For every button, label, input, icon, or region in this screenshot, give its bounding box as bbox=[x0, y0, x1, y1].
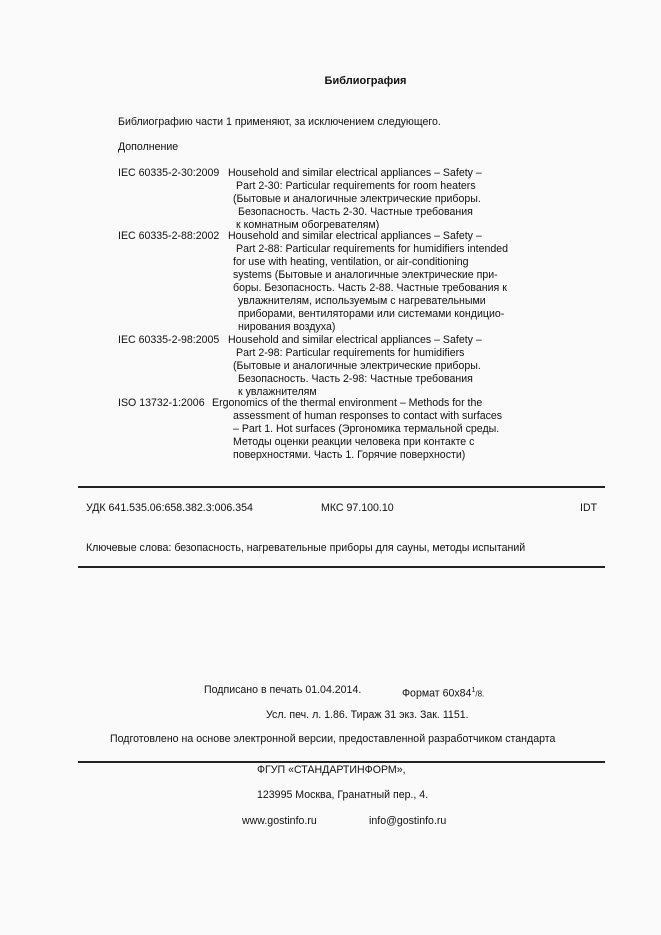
reference-line: Методы оценки реакции человека при контакте с bbox=[233, 436, 475, 448]
reference-line: нирования воздуха) bbox=[238, 321, 336, 333]
reference-line: – Part 1. Hot surfaces (Эргономика термальной среды. bbox=[233, 423, 500, 435]
format-sub: /8. bbox=[475, 689, 485, 699]
reference-code: IEC 60335-2-88:2002 bbox=[118, 230, 220, 242]
reference-line: Part 2-30: Particular requirements for room heaters bbox=[236, 180, 476, 192]
reference-line: Безопасность. Часть 2-98: Частные требования bbox=[238, 373, 473, 385]
reference-line: приборами, вентиляторами или системами кондицио- bbox=[238, 308, 505, 320]
reference-line: поверхностями. Часть 1. Горячие поверхности) bbox=[233, 449, 466, 461]
reference-title: Ergonomics of the thermal environment – Methods for the bbox=[212, 397, 483, 409]
publisher-address: 123995 Москва, Гранатный пер., 4. bbox=[257, 789, 429, 801]
bottom-divider bbox=[78, 566, 605, 568]
publisher-name: ФГУП «СТАНДАРТИНФОРМ», bbox=[257, 764, 406, 776]
supplement-label: Дополнение bbox=[118, 141, 179, 153]
reference-line: systems (Бытовые и аналогичные электрические при- bbox=[233, 269, 498, 281]
sheets-info: Усл. печ. л. 1.86. Тираж 31 экз. Зак. 1151. bbox=[266, 709, 469, 721]
reference-code: IEC 60335-2-98:2005 bbox=[118, 334, 220, 346]
imprint-divider bbox=[78, 761, 605, 763]
reference-line: увлажнителям, используемым с нагревательными bbox=[238, 295, 486, 307]
reference-line: (Бытовые и аналогичные электрические приборы. bbox=[233, 193, 481, 205]
reference-line: к комнатным обогревателям) bbox=[236, 219, 380, 231]
prepared-note: Подготовлено на основе электронной версии, предоставленной разработчиком стандарта bbox=[110, 733, 556, 745]
reference-code: ISO 13732-1:2006 bbox=[118, 397, 205, 409]
reference-line: к увлажнителям bbox=[238, 386, 317, 398]
top-divider bbox=[78, 486, 605, 488]
reference-line: боры. Безопасность. Часть 2-88. Частные требования к bbox=[233, 282, 507, 294]
idt-label: IDT bbox=[580, 502, 598, 514]
reference-code: IEC 60335-2-30:2009 bbox=[118, 167, 220, 179]
reference-title: Household and similar electrical appliances – Safety – bbox=[228, 230, 482, 242]
reference-line: (Бытовые и аналогичные электрические приборы. bbox=[233, 360, 481, 372]
signed-date: Подписано в печать 01.04.2014. bbox=[204, 684, 362, 696]
format-info bbox=[402, 684, 484, 701]
format-sup: 1 bbox=[471, 687, 476, 694]
reference-line: Безопасность. Часть 2-30. Частные требования bbox=[238, 206, 473, 218]
reference-line: for use with heating, ventilation, or air-conditioning bbox=[233, 256, 469, 268]
reference-title: Household and similar electrical appliances – Safety – bbox=[228, 334, 482, 346]
udk-code: УДК 641.535.06:658.382.3:006.354 bbox=[86, 502, 253, 514]
format-label: Формат 60x84 bbox=[402, 687, 472, 700]
reference-line: assessment of human responses to contact with surfaces bbox=[233, 410, 503, 422]
keywords: Ключевые слова: безопасность, нагревательные приборы для сауны, методы испытаний bbox=[86, 542, 526, 554]
email-link[interactable]: info@gostinfo.ru bbox=[369, 815, 447, 827]
website-link[interactable]: www.gostinfo.ru bbox=[242, 815, 317, 827]
reference-title: Household and similar electrical appliances – Safety – bbox=[228, 167, 482, 179]
intro-text: Библиографию части 1 применяют, за исключением следующего. bbox=[118, 116, 441, 128]
bibliography-title: Библиография bbox=[324, 75, 407, 87]
reference-line: Part 2-88: Particular requirements for humidifiers intended bbox=[236, 243, 509, 255]
mks-code: МКС 97.100.10 bbox=[321, 502, 394, 514]
reference-line: Part 2-98: Particular requirements for humidifiers bbox=[236, 347, 465, 359]
